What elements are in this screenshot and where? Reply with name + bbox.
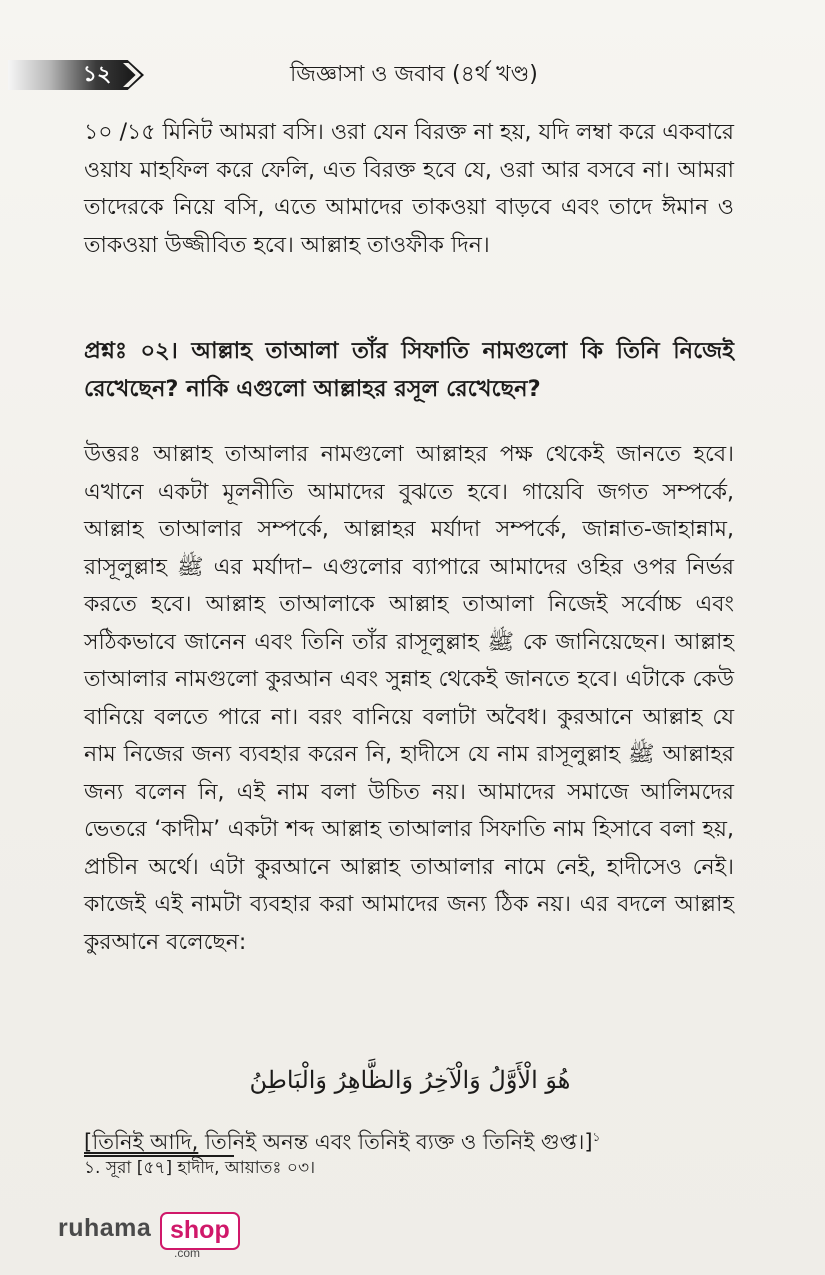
translation-rest: তিনিই অনন্ত এবং তিনিই ব্যক্ত ও তিনিই গুপ্ত।] (198, 1130, 593, 1154)
verse-translation (84, 1122, 734, 1157)
answer-paragraph: উত্তরঃ আল্লাহ তাআলার নামগুলো আল্লাহর পক্ষ থেকেই জানতে হবে। এখানে একটা মূলনীতি আমাদের বুঝতে হবে। গায়েবি জগত সম্পর্কে, আল্লাহ তাআলার সম্পর্কে, আল্লাহর মর্যাদা সম্পর্কে, জান্নাত-জাহান্নাম, রাসূলুল্লাহ ﷺ এর মর্যাদা– এগুলোর ব্যাপারে আমাদের ওহির ওপর নির্ভর করতে হবে। আল্লাহ তাআলাকে আল্লাহ তাআলা নিজেই সর্বোচ্চ এবং সঠিকভাবে জানেন এবং তিনি তাঁর রাসূলুল্লাহ ﷺ কে জানিয়েছেন। আল্লাহ তাআলার নামগুলো কুরআন এবং সুন্নাহ থেকেই জানতে হবে। এটাকে কেউ বানিয়ে বলতে পারে না। বরং বানিয়ে বলাটা অবৈধ। কুরআনে আল্লাহ যে নাম নিজের জন্য ব্যবহার করেন নি, হাদীসে যে নাম রাসূলুল্লাহ ﷺ আল্লাহর জন্য বলেন নি, এই নাম বলা উচিত নয়। আমাদের সমাজে আলিমদের ভেতরে ‘কাদীম’ একটা শব্দ আল্লাহ তাআলার সিফাতি নাম হিসাবে বলা হয়, প্রাচীন অর্থে। এটা কুরআনে আল্লাহ তাআলার নামে নেই, হাদীসেও নেই। কাজেই এই নামটা ব্যবহার করা আমাদের জন্য ঠিক নয়। এর বদলে আল্লাহ কুরআনে বলেছেন: (84, 442, 735, 955)
paragraph-continuation: ১০ /১৫ মিনিট আমরা বসি। ওরা যেন বিরক্ত না হয়, যদি লম্বা করে একবারে ওয়ায মাহফিল করে ফেলি, এত বিরক্ত হবে যে, ওরা আর বসবে না। আমরা তাদেরকে নিয়ে বসি, এতে আমাদের তাকওয়া বাড়বে এবং তাদে ঈমান ও তাকওয়া উজ্জীবিত হবে। আল্লাহ তাওফীক দিন। (84, 120, 734, 258)
ruhama-shop-logo (58, 1212, 258, 1262)
question-heading: প্রশ্নঃ ০২। আল্লাহ তাআলা তাঁর সিফাতি নামগুলো কি তিনি নিজেই রেখেছেন? নাকি এগুলো আল্লাহর রসূল রেখেছেন? (84, 338, 734, 402)
logo-badge: shop (160, 1212, 240, 1250)
footnote-marker: ১ (592, 1130, 601, 1144)
page-header (0, 56, 825, 98)
book-title: জিজ্ঞাসা ও জবাব (৪র্থ খণ্ড) (290, 62, 538, 87)
footnote: ১. সূরা [৫৭] হাদীদ, আয়াতঃ ০৩। (84, 1158, 316, 1178)
page-number: ১২ (82, 62, 112, 87)
translation-underlined: [তিনিই আদি, (84, 1130, 199, 1154)
logo-brand: ruhama (58, 1214, 152, 1242)
arabic-verse: هُوَ الْأَوَّلُ وَالْآخِرُ وَالظَّاهِرُ وَالْبَاطِنُ (249, 1066, 571, 1094)
logo-domain: .com (174, 1246, 201, 1260)
